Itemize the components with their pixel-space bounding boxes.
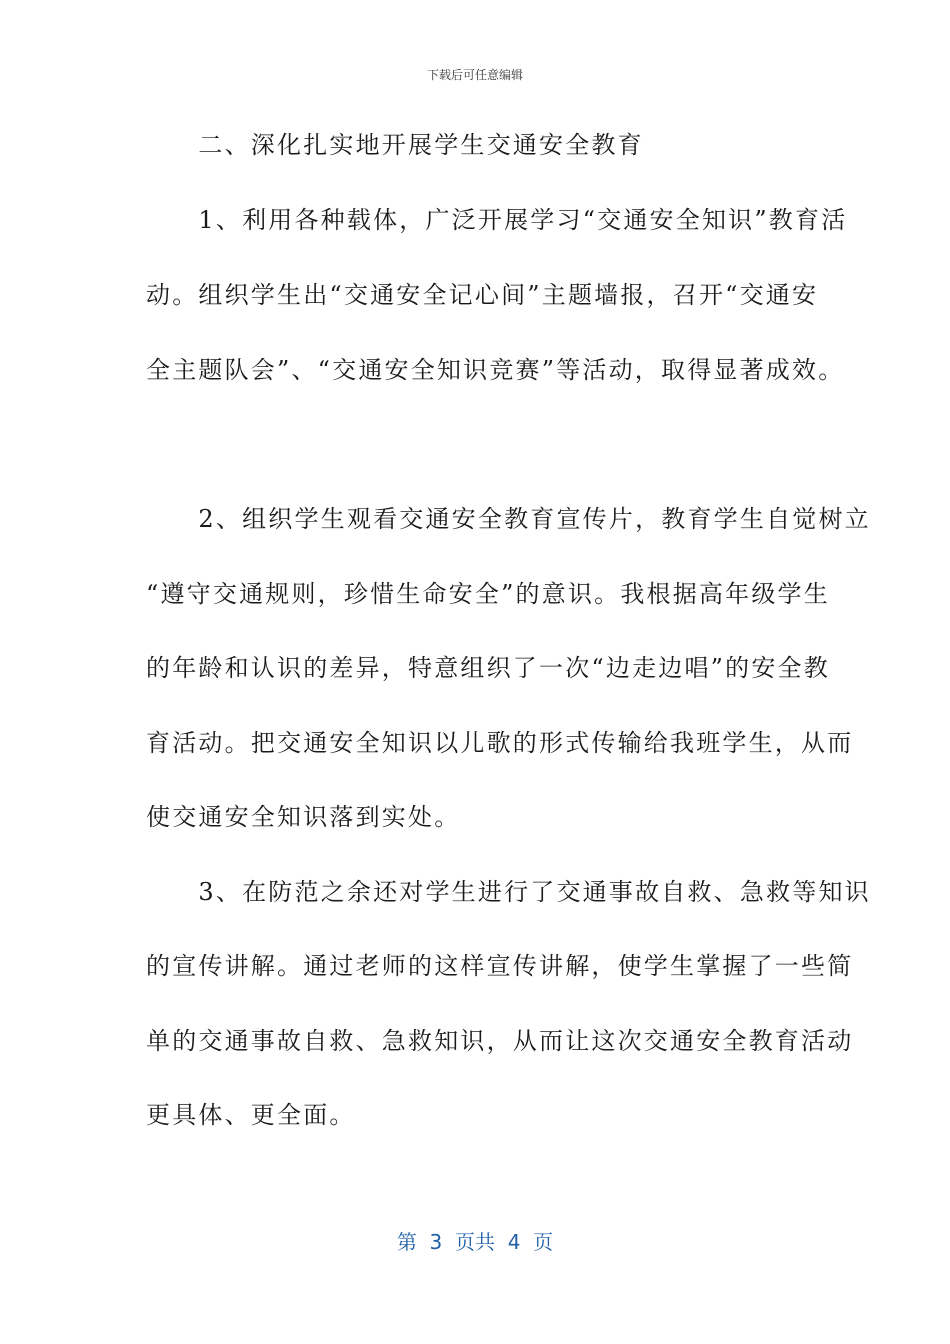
paragraph-1-line-3: 全主题队会”、“交通安全知识竞赛”等活动，取得显著成效。 [146, 356, 845, 384]
paragraph-2-line-1: 2、组织学生观看交通安全教育宣传片，教育学生自觉树立 [146, 505, 871, 533]
paragraph-3-line-3: 单的交通事故自救、急救知识，从而让这次交通安全教育活动 [146, 1027, 854, 1055]
paragraph-3-line-1: 3、在防范之余还对学生进行了交通事故自救、急救等知识 [146, 878, 871, 906]
paragraph-1-line-2: 动。组织学生出“交通安全记心间”主题墙报，召开“交通安 [146, 281, 819, 309]
paragraph-2-line-5: 使交通安全知识落到实处。 [146, 803, 461, 831]
paragraph-2-line-2: “遵守交通规则，珍惜生命安全”的意识。我根据高年级学生 [146, 580, 830, 608]
paragraph-2-line-3: 的年龄和认识的差异，特意组织了一次“边走边唱”的安全教 [146, 654, 830, 682]
header-note: 下载后可任意编辑 [426, 68, 523, 82]
paragraph-3-line-4: 更具体、更全面。 [146, 1101, 356, 1129]
paragraph-3-line-2: 的宣传讲解。通过老师的这样宣传讲解，使学生掌握了一些简 [146, 952, 854, 980]
paragraph-1-line-1: 1、利用各种载体，广泛开展学习“交通安全知识”教育活 [146, 206, 848, 234]
paragraph-2-line-4: 育活动。把交通安全知识以儿歌的形式传输给我班学生，从而 [146, 729, 854, 757]
section-heading: 二、深化扎实地开展学生交通安全教育 [146, 131, 644, 159]
page-number: 第 3 页共 4 页 [396, 1230, 554, 1254]
